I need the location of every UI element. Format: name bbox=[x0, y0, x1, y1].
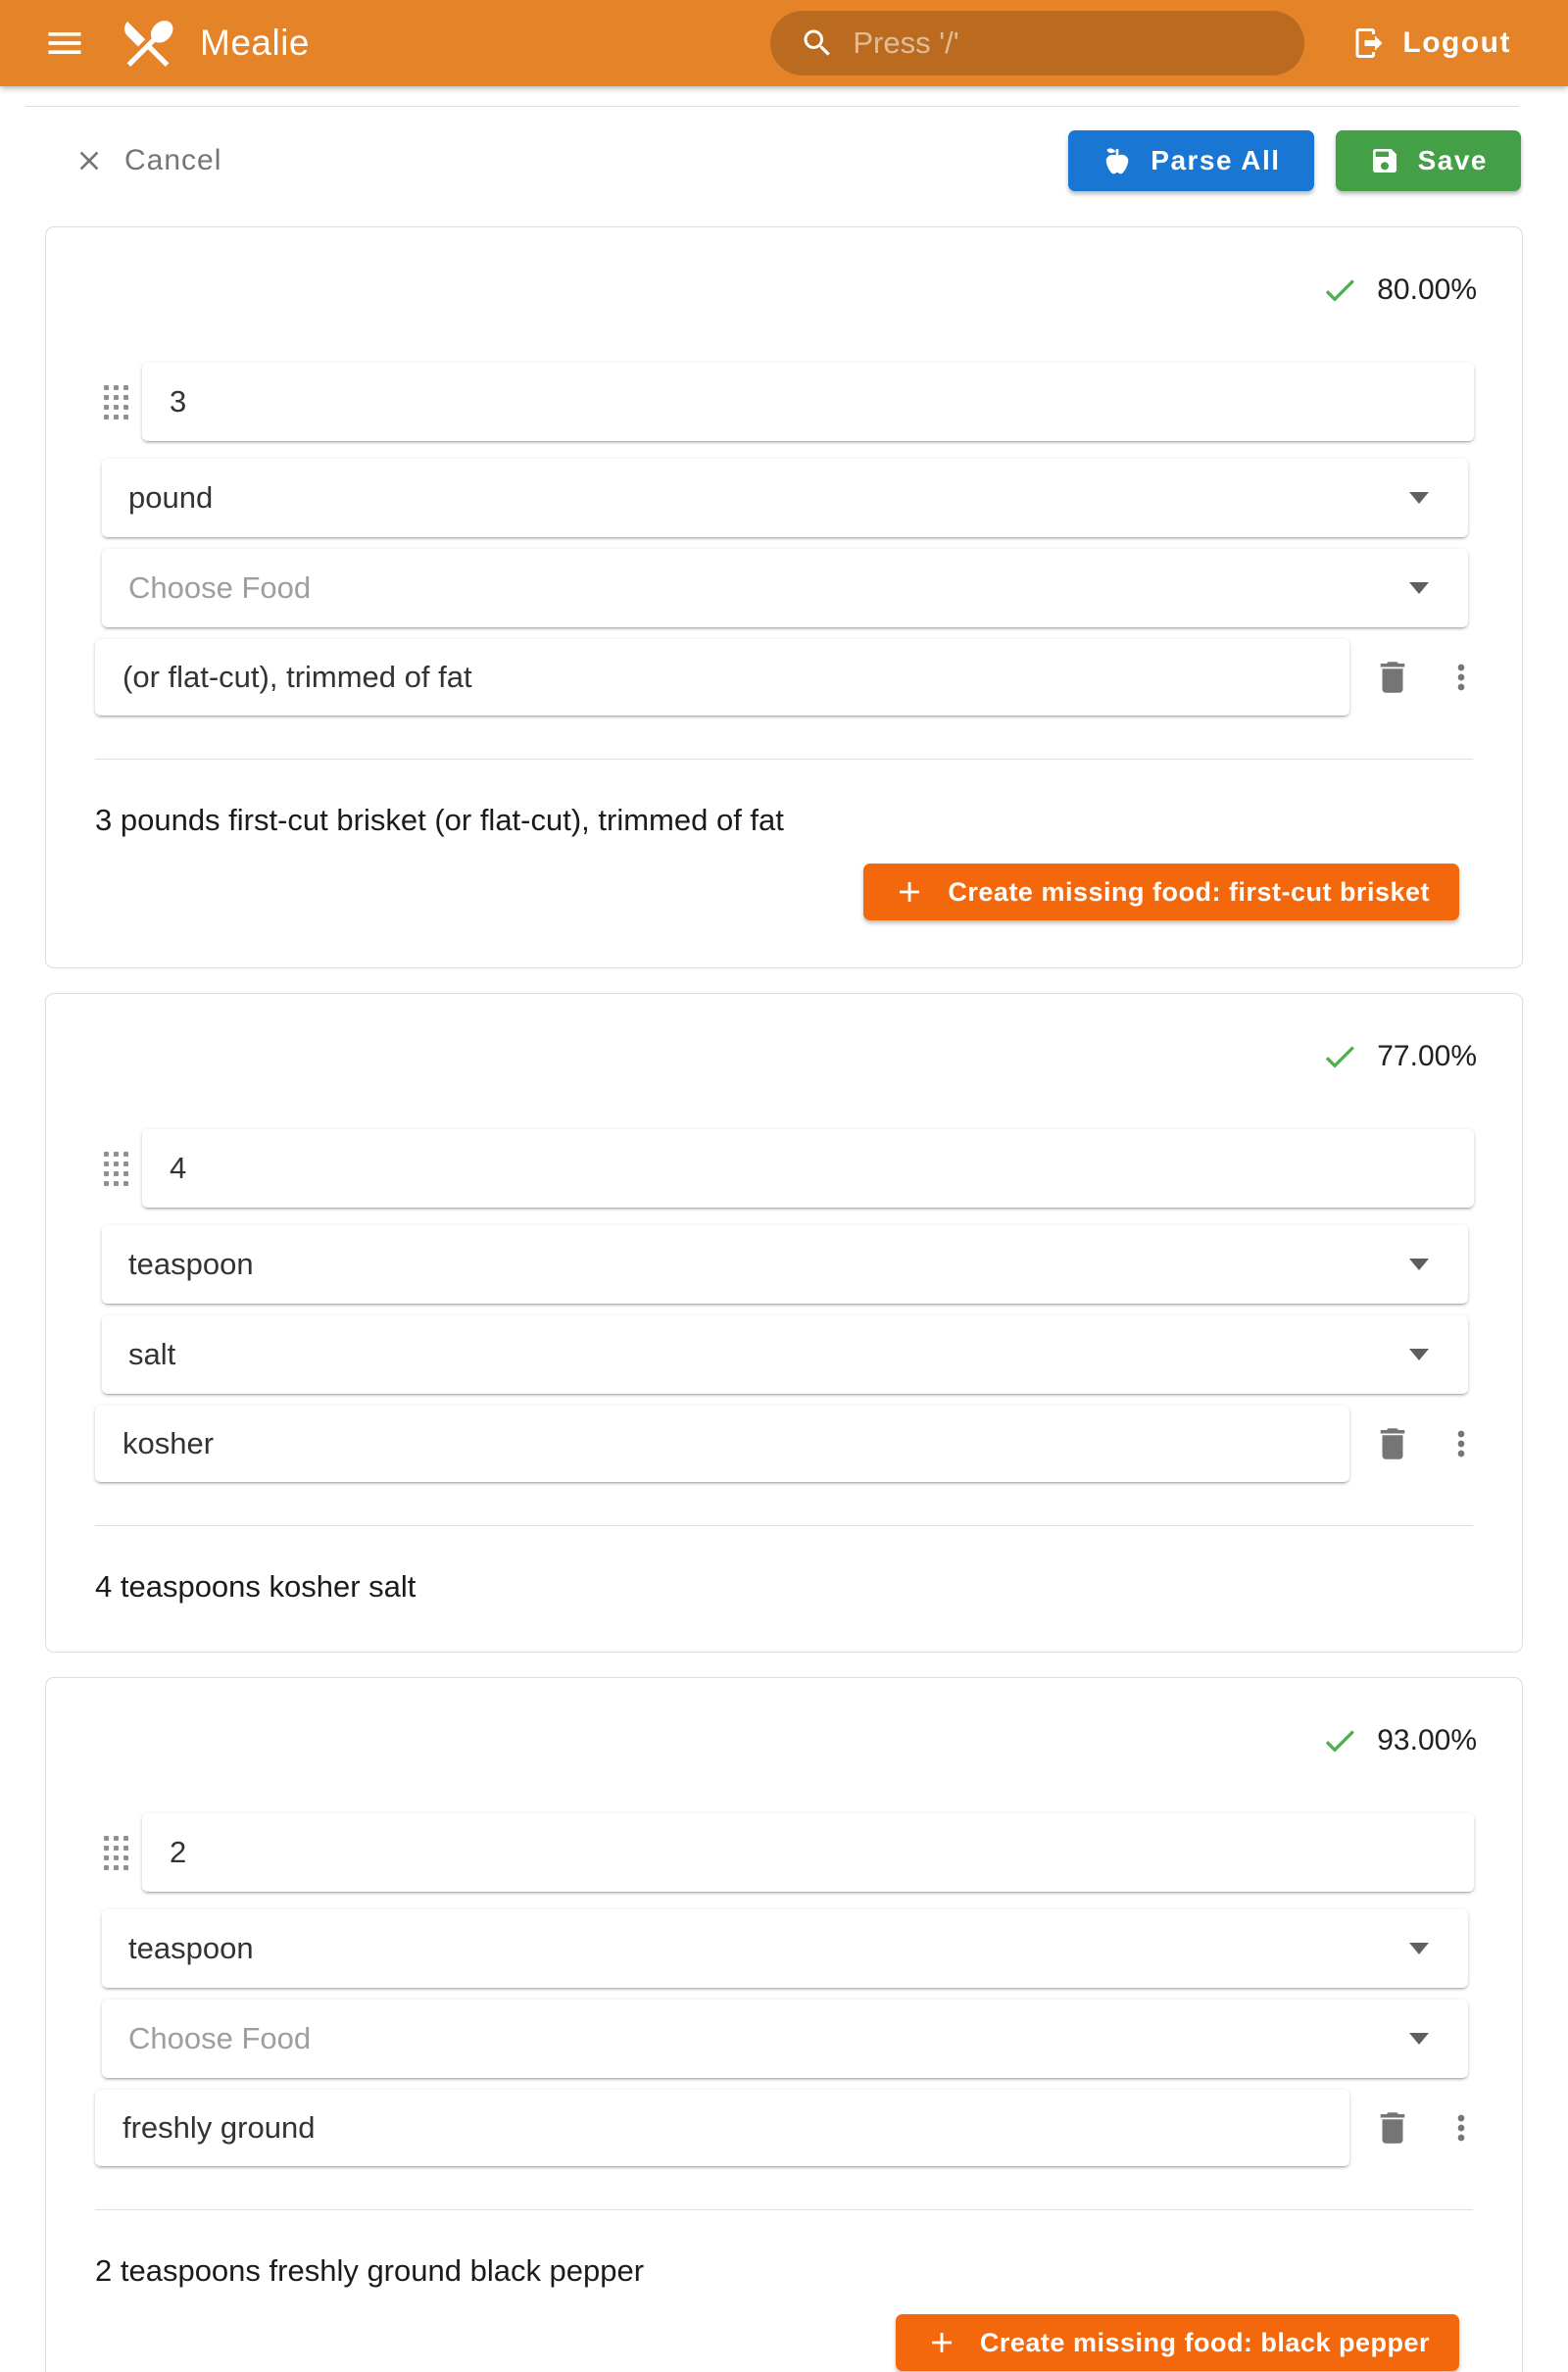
search-bar[interactable] bbox=[770, 11, 1304, 75]
dots-vertical-icon bbox=[1442, 658, 1481, 697]
more-options-button[interactable] bbox=[1434, 1416, 1489, 1471]
note-field bbox=[95, 2090, 1349, 2166]
unit-value: teaspoon bbox=[128, 1931, 254, 1965]
drag-handle-icon[interactable] bbox=[104, 1836, 128, 1870]
confidence-value: 77.00% bbox=[1377, 1040, 1477, 1072]
unit-select[interactable] bbox=[102, 459, 1468, 537]
search-input[interactable] bbox=[853, 25, 1275, 61]
original-ingredient-text: 2 teaspoons freshly ground black pepper bbox=[95, 2253, 645, 2288]
dots-vertical-icon bbox=[1442, 2108, 1481, 2148]
delete-button[interactable] bbox=[1365, 2100, 1420, 2155]
app-bar bbox=[0, 0, 1568, 86]
note-input[interactable] bbox=[95, 660, 1349, 695]
ingredient-card bbox=[45, 1677, 1523, 2372]
parse-all-label: Parse All bbox=[1151, 145, 1281, 175]
menu-icon bbox=[43, 22, 86, 65]
chevron-down-icon bbox=[1409, 582, 1429, 594]
save-icon bbox=[1369, 145, 1400, 176]
chevron-down-icon bbox=[1409, 2033, 1429, 2045]
card-divider bbox=[95, 2209, 1473, 2210]
unit-select[interactable] bbox=[102, 1909, 1468, 1988]
food-value: salt bbox=[128, 1337, 176, 1371]
header-divider bbox=[25, 106, 1519, 107]
apple-icon bbox=[1102, 145, 1133, 176]
trash-icon bbox=[1372, 657, 1413, 698]
card-divider bbox=[95, 1525, 1473, 1526]
trash-icon bbox=[1372, 2107, 1413, 2149]
unit-select[interactable] bbox=[102, 1225, 1468, 1304]
save-button[interactable] bbox=[1336, 130, 1521, 191]
app-title: Mealie bbox=[200, 23, 310, 63]
search-icon bbox=[800, 25, 835, 61]
chevron-down-icon bbox=[1409, 1259, 1429, 1270]
more-options-button[interactable] bbox=[1434, 2100, 1489, 2155]
cancel-button[interactable] bbox=[74, 144, 221, 177]
chevron-down-icon bbox=[1409, 1349, 1429, 1360]
delete-button[interactable] bbox=[1365, 1416, 1420, 1471]
quantity-field bbox=[142, 1129, 1474, 1208]
original-ingredient-text: 3 pounds first-cut brisket (or flat-cut), trimmed of fat bbox=[95, 803, 784, 837]
drag-handle-icon[interactable] bbox=[104, 385, 128, 420]
quantity-input[interactable] bbox=[142, 384, 1474, 420]
chevron-down-icon bbox=[1409, 492, 1429, 504]
logout-button[interactable] bbox=[1351, 25, 1511, 61]
close-icon bbox=[74, 145, 105, 176]
quantity-input[interactable] bbox=[142, 1151, 1474, 1186]
confidence-row bbox=[46, 1039, 1477, 1074]
food-placeholder: Choose Food bbox=[128, 570, 312, 605]
create-missing-food-label: Create missing food: first-cut brisket bbox=[948, 876, 1430, 907]
cancel-label: Cancel bbox=[124, 144, 222, 176]
unit-value: pound bbox=[128, 480, 214, 515]
drag-handle-icon[interactable] bbox=[104, 1152, 128, 1186]
parser-toolbar bbox=[74, 130, 1521, 191]
check-icon bbox=[1320, 271, 1359, 310]
create-missing-food-button[interactable] bbox=[896, 2314, 1459, 2371]
note-input[interactable] bbox=[95, 1426, 1349, 1461]
note-field bbox=[95, 639, 1349, 716]
app-logo bbox=[118, 13, 178, 74]
save-label: Save bbox=[1417, 145, 1488, 175]
confidence-row bbox=[46, 1723, 1477, 1758]
card-divider bbox=[95, 759, 1473, 760]
parse-all-button[interactable] bbox=[1068, 130, 1313, 191]
food-select[interactable] bbox=[102, 549, 1468, 627]
quantity-input[interactable] bbox=[142, 1835, 1474, 1870]
note-field bbox=[95, 1406, 1349, 1482]
food-select[interactable] bbox=[102, 2000, 1468, 2078]
plus-icon bbox=[893, 875, 926, 909]
check-icon bbox=[1320, 1721, 1359, 1760]
confidence-row bbox=[46, 272, 1477, 308]
ingredient-card bbox=[45, 226, 1523, 968]
logout-icon bbox=[1351, 25, 1387, 61]
note-input[interactable] bbox=[95, 2110, 1349, 2146]
plus-icon bbox=[925, 2326, 958, 2359]
create-missing-food-button[interactable] bbox=[863, 864, 1459, 920]
quantity-field bbox=[142, 363, 1474, 441]
ingredient-card bbox=[45, 993, 1523, 1653]
chevron-down-icon bbox=[1409, 1943, 1429, 1954]
check-icon bbox=[1320, 1037, 1359, 1076]
quantity-field bbox=[142, 1813, 1474, 1892]
menu-button[interactable] bbox=[41, 20, 88, 67]
food-select[interactable] bbox=[102, 1315, 1468, 1394]
silverware-icon bbox=[118, 13, 178, 74]
delete-button[interactable] bbox=[1365, 650, 1420, 705]
dots-vertical-icon bbox=[1442, 1424, 1481, 1463]
food-placeholder: Choose Food bbox=[128, 2021, 312, 2055]
confidence-value: 93.00% bbox=[1377, 1724, 1477, 1756]
create-missing-food-label: Create missing food: black pepper bbox=[979, 2327, 1430, 2357]
original-ingredient-text: 4 teaspoons kosher salt bbox=[95, 1569, 416, 1604]
trash-icon bbox=[1372, 1423, 1413, 1464]
logout-label: Logout bbox=[1402, 26, 1511, 59]
confidence-value: 80.00% bbox=[1377, 273, 1477, 306]
more-options-button[interactable] bbox=[1434, 650, 1489, 705]
unit-value: teaspoon bbox=[128, 1247, 254, 1281]
